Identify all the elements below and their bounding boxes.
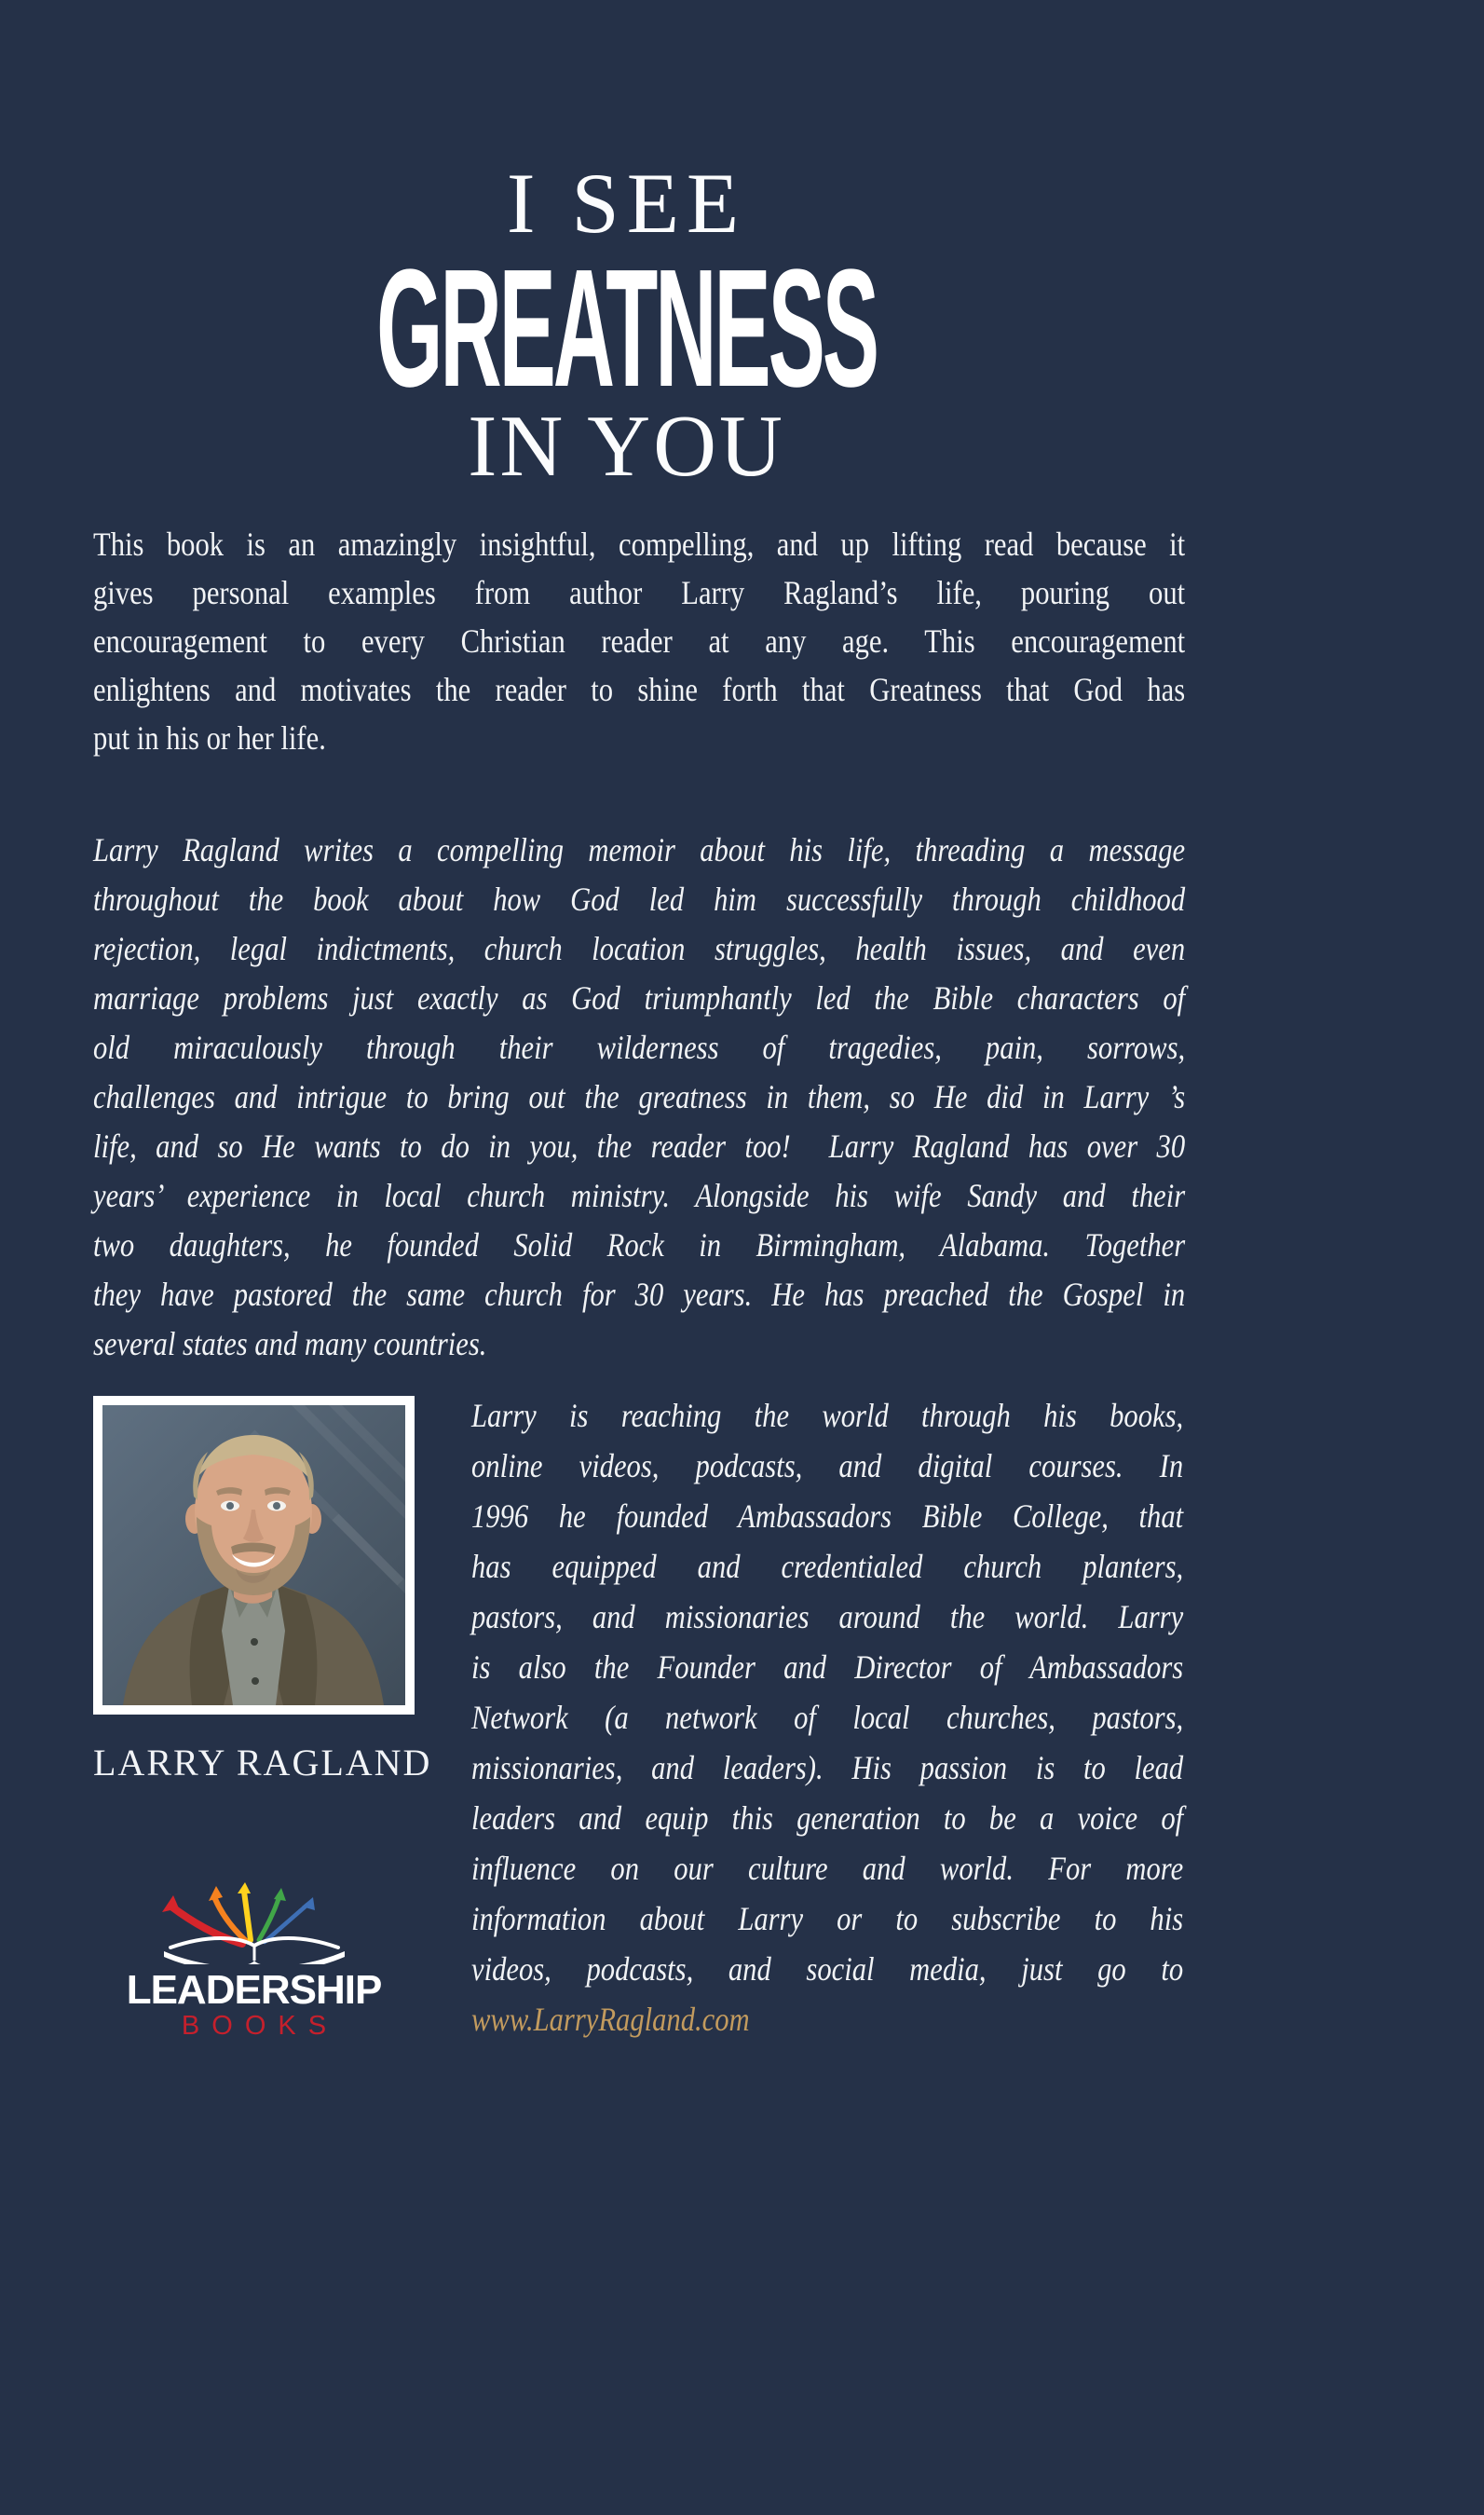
text-line: put in his or her life. (93, 719, 326, 757)
author-name-caption: LARRY RAGLAND (93, 1742, 432, 1784)
text-line: challenges and intrigue to bring out the greatness in them, so He did in Larry ’s (93, 1078, 1186, 1115)
open-book (164, 1938, 345, 1964)
text-line: videos, podcasts, and social media, just go to (471, 1950, 1184, 1988)
ray-blue (265, 1905, 307, 1942)
bio-lines (471, 1390, 1183, 1994)
book-title (0, 157, 1253, 495)
text-line: online videos, podcasts, and digital courses. In (471, 1447, 1184, 1484)
text-line: two daughters, he founded Solid Rock in Birmingham, Alabama. Together (93, 1226, 1186, 1264)
text-line: several states and many countries. (93, 1325, 487, 1362)
text-line: life, and so He wants to do in you, the reader too! Larry Ragland has over 30 (93, 1128, 1186, 1165)
left-edge-artifact (0, 522, 3, 1379)
publisher-type: BOOKS (181, 2011, 339, 2041)
title-line-1: I SEE (506, 156, 747, 251)
text-line: pastors, and missionaries around the world. Larry (471, 1598, 1184, 1635)
author-website-link[interactable]: www.LarryRagland.com (471, 2001, 750, 2038)
author-portrait-illustration (102, 1405, 405, 1705)
text-line: throughout the book about how God led him successfully through childhood (93, 881, 1186, 918)
memoir-paragraph (93, 826, 1185, 1369)
text-line: Larry is reaching the world through his books, (471, 1397, 1184, 1434)
title-line-2: GREATNESS (376, 235, 877, 422)
text-line: years’ experience in local church ministry. Alongside his wife Sandy and their (93, 1177, 1186, 1214)
text-line: they have pastored the same church for 30 years. He has preached the Gospel in (93, 1276, 1186, 1313)
text-line: enlightens and motivates the reader to shine forth that Greatness that God has (93, 671, 1186, 708)
ray-green-tip (274, 1888, 286, 1901)
open-book-rays-icon (138, 1882, 371, 1964)
ray-yellow (244, 1892, 251, 1940)
text-line: influence on our culture and world. For more (471, 1850, 1184, 1887)
text-line: 1996 he founded Ambassadors Bible College, that (471, 1497, 1184, 1535)
text-line: rejection, legal indictments, church location struggles, health issues, and even (93, 930, 1186, 967)
ray-orange-tip (209, 1886, 223, 1901)
text-line: Network (a network of local churches, pastors, (471, 1699, 1184, 1736)
publisher-name: LEADERSHIP (126, 1967, 382, 2013)
text-line: marriage problems just exactly as God triumphantly led the Bible characters of (93, 979, 1186, 1017)
text-line: This book is an amazingly insightful, compelling, and up lifting read because it (93, 526, 1186, 563)
text-line: leaders and equip this generation to be a voice of (471, 1799, 1184, 1837)
ray-yellow-tip (238, 1882, 251, 1893)
text-line: Larry Ragland writes a compelling memoir about his life, threading a message (93, 831, 1186, 868)
text-line: information about Larry or to subscribe to his (471, 1900, 1184, 1937)
title-line-3: IN YOU (468, 398, 785, 495)
text-line: has equipped and credentialed church planters, (471, 1548, 1184, 1585)
text-line: missionaries, and leaders). His passion is to lead (471, 1749, 1184, 1786)
text-line: is also the Founder and Director of Ambassadors (471, 1648, 1184, 1686)
author-photo (93, 1396, 415, 1715)
text-line: encouragement to every Christian reader at any age. This encouragement (93, 622, 1186, 660)
intro-paragraph (93, 520, 1185, 762)
text-line: old miraculously through their wilderness of tragedies, pain, sorrows, (93, 1029, 1186, 1066)
bio-paragraph (471, 1390, 1183, 2044)
text-line: gives personal examples from author Larry Ragland’s life, pouring out (93, 574, 1186, 611)
publisher-logo (93, 1882, 415, 2040)
